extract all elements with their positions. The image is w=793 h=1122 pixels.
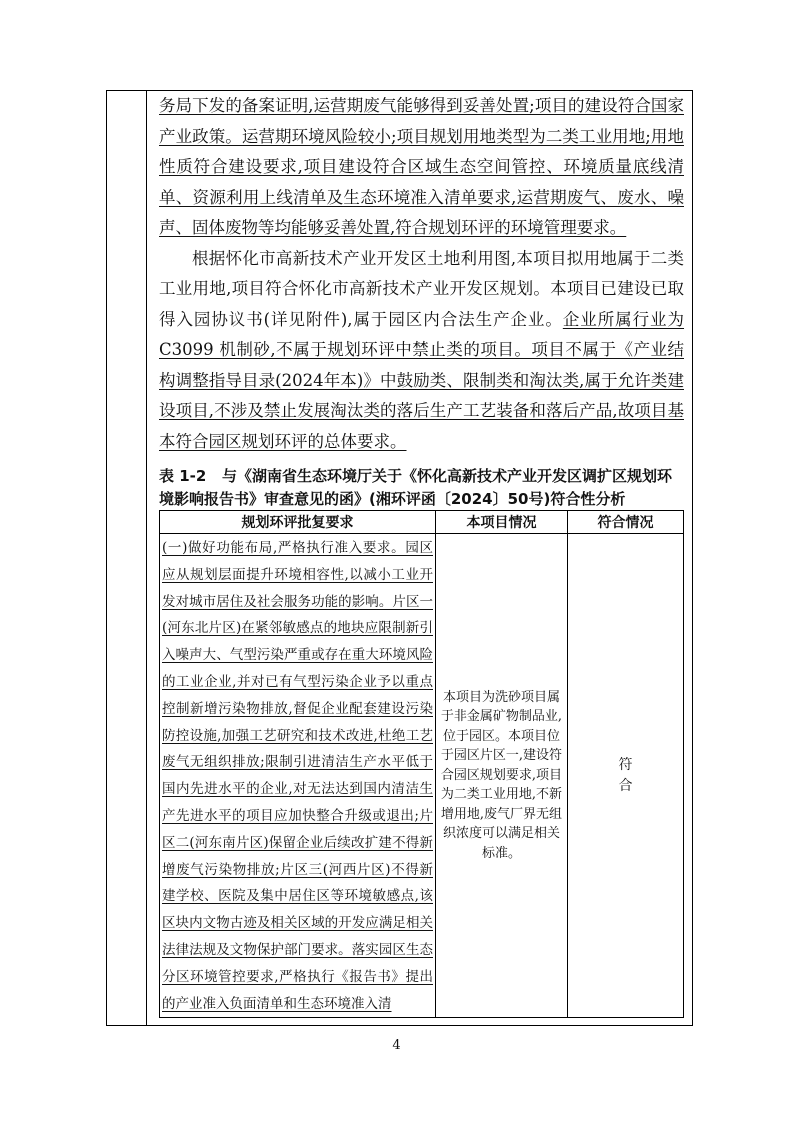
outer-table-divider <box>146 91 147 1025</box>
compliance-table <box>159 510 684 1018</box>
project-cell: 本项目为洗砂项目属于非金属矿物制品业,位于园区。本项目位于园区片区一,建设符合园区规划要求,项目为二类工业用地,不新增用地,废气厂界无组织浓度可以满足相关标准。 <box>436 534 568 1018</box>
table-caption-title: 与《湖南省生态环境厅关于《怀化高新技术产业开发区调扩区规划环境影响报告书》审查意见的函》(湘环评函〔2024〕50号)符合性分析 <box>159 467 673 508</box>
table-row <box>160 534 684 1018</box>
paragraph-2-underlined: 企业所属行业为C3099 机制砂,不属于规划环评中禁止类的项目。项目不属于《产业结构调整指导目录(2024年本)》中鼓励类、限制类和淘汰类,属于允许类建设项目,不涉及禁止发展淘汰类的落后生产工艺装备和落后产品,故项目基本符合园区规划环评的总体要求。 <box>159 309 685 451</box>
compliance-text: 符合 <box>618 756 633 794</box>
header-project: 本项目情况 <box>436 511 568 534</box>
paragraph-2-plain: 根据怀化市高新技术产业开发区土地利用图,本项目拟用地属于二类工业用地,项目符合怀化市高新技术产业开发区规划。本项目已建设已取得入园协议书(详见附件),属于园区内合法生产企业。 <box>159 248 684 329</box>
compliance-cell <box>568 534 684 1018</box>
header-compliance: 符合情况 <box>568 511 684 534</box>
table-header-row <box>160 511 684 534</box>
cell-content <box>159 91 685 1012</box>
table-caption <box>159 465 684 511</box>
requirement-cell: (一)做好功能布局,严格执行准入要求。园区应从规划层面提升环境相容性,以减小工业开发对城市居住及社会服务功能的影响。片区一(河东北片区)在紧邻敏感点的地块应限制新引入噪声大、气型污染严重或存在重大环境风险的工业企业,并对已有气型污染企业予以重点控制新增污染物排放,督促企业配套建设污染防控设施,加强工艺研究和技术改进,杜绝工艺废气无组织排放;限制引进清洁生产水平低于国内先进水平的企业,对无法达到国内清洁生产先进水平的项目应加快整合升级或退出;片区二(河东南片区)保留企业后续改扩建不得新增废气污染物排放;片区三(河西片区)不得新建学校、医院及集中居住区等环境敏感点,该区块内文物古迹及相关区域的开发应满足相关法律法规及文物保护部门要求。落实园区生态分区环境管控要求,严格执行《报告书》提出的产业准入负面清单和生态环境准入清 <box>160 534 436 1018</box>
table-caption-label: 表 1-2 <box>159 467 207 485</box>
outer-table <box>106 90 693 1026</box>
body-paragraph-2 <box>159 244 684 458</box>
page-number: 4 <box>392 1038 401 1053</box>
header-requirement: 规划环评批复要求 <box>160 511 436 534</box>
body-paragraph-1: 务局下发的备案证明,运营期废气能够得到妥善处置;项目的建设符合国家产业政策。运营期环境风险较小;项目规划用地类型为二类工业用地;用地性质符合建设要求,项目建设符合区域生态空间管控、环境质量底线清单、资源利用上线清单及生态环境准入清单要求,运营期废气、废水、噪声、固体废物等均能够妥善处置,符合规划环评的环境管理要求。 <box>159 96 684 237</box>
